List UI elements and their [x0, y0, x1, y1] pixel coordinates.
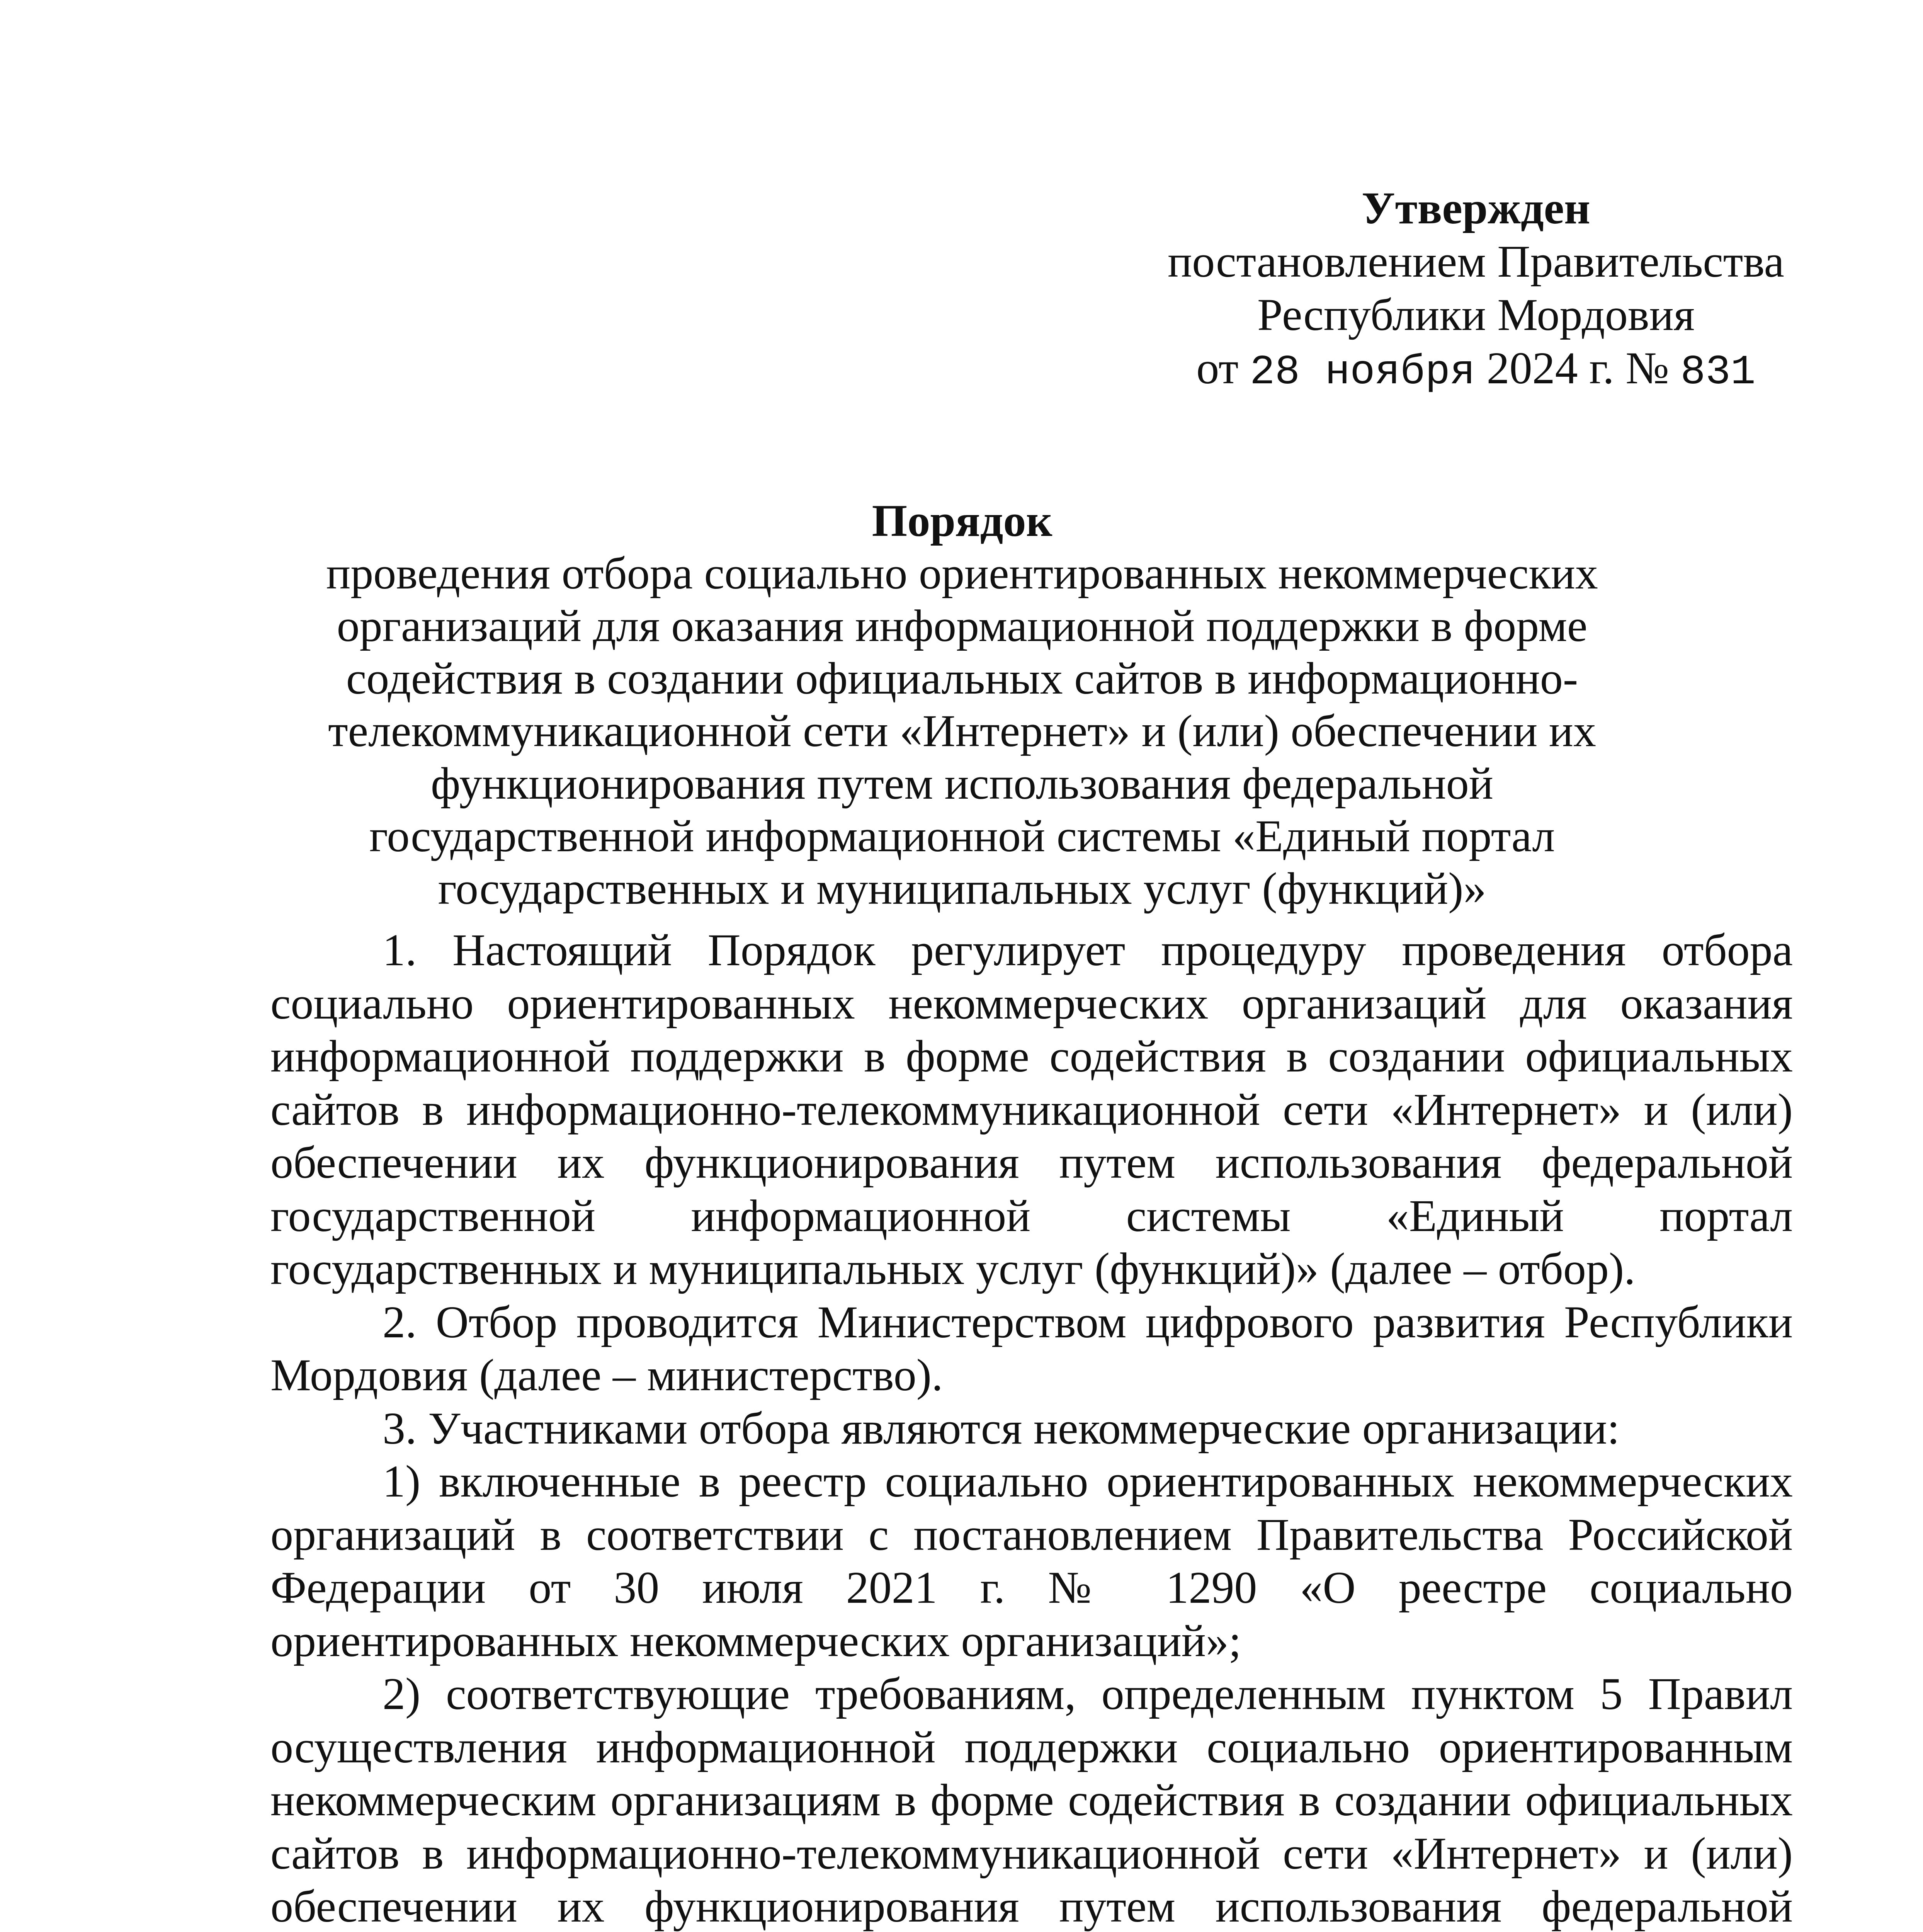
- approval-date: 28 ноября: [1250, 349, 1476, 396]
- paragraph-2: 2. Отбор проводится Министерством цифрового развития Республики Мордовия (далее – министерство).: [270, 1296, 1793, 1400]
- paragraph-1: 1. Настоящий Порядок регулирует процедуру проведения отбора социально ориентированных некоммерческих организаций для оказания информационной поддержки в форме содействия в создании официальных сайтов в информационно-телекоммуникационной сети «Интернет» и (или) обеспечении их функционирования путем использования федеральной государственной информационной системы «Единый портал государственных и муниципальных услуг (функций)» (далее – отбор).: [270, 925, 1793, 1294]
- document-body: [270, 923, 1793, 1932]
- approval-date-prefix: от: [1196, 343, 1239, 393]
- document-header: [267, 495, 1658, 915]
- approval-date-line: [1144, 342, 1808, 399]
- approval-year: 2024 г.: [1486, 343, 1614, 393]
- approval-number: 831: [1680, 349, 1756, 396]
- approval-line-1: постановлением Правительства: [1168, 236, 1784, 287]
- document-subtitle: проведения отбора социально ориентированных некоммерческих организаций для оказания информационной поддержки в форме содействия в создании официальных сайтов в информационно-телекоммуникационной сети «Интернет» и (или) обеспечении их функционирования путем использования федеральной государственной информационной системы «Единый портал государственных и муниципальных услуг (функций)»: [326, 548, 1598, 914]
- paragraph-3-item-1: 1) включенные в реестр социально ориентированных некоммерческих организаций в соответствии с постановлением Правительства Российской Федерации от 30 июля 2021 г. № 1290 «О реестре социально ориентированных некоммерческих организаций»;: [270, 1456, 1793, 1666]
- approval-number-sign: №: [1625, 343, 1669, 393]
- approval-line-2: Республики Мордовия: [1257, 289, 1695, 340]
- approval-stamp: [1144, 182, 1808, 399]
- paragraph-3-item-2: 2) соответствующие требованиям, определенным пунктом 5 Правил осуществления информационной поддержки социально ориентированным некоммерческим организациям в форме содействия в создании официальных сайтов в информационно-телекоммуникационной сети «Интернет» и (или) обеспечении их функционирования путем использования федеральной: [270, 1668, 1793, 1932]
- approval-title: Утвержден: [1362, 183, 1590, 233]
- document-title: Порядок: [872, 495, 1052, 546]
- paragraph-3: 3. Участниками отбора являются некоммерческие организации:: [383, 1403, 1620, 1454]
